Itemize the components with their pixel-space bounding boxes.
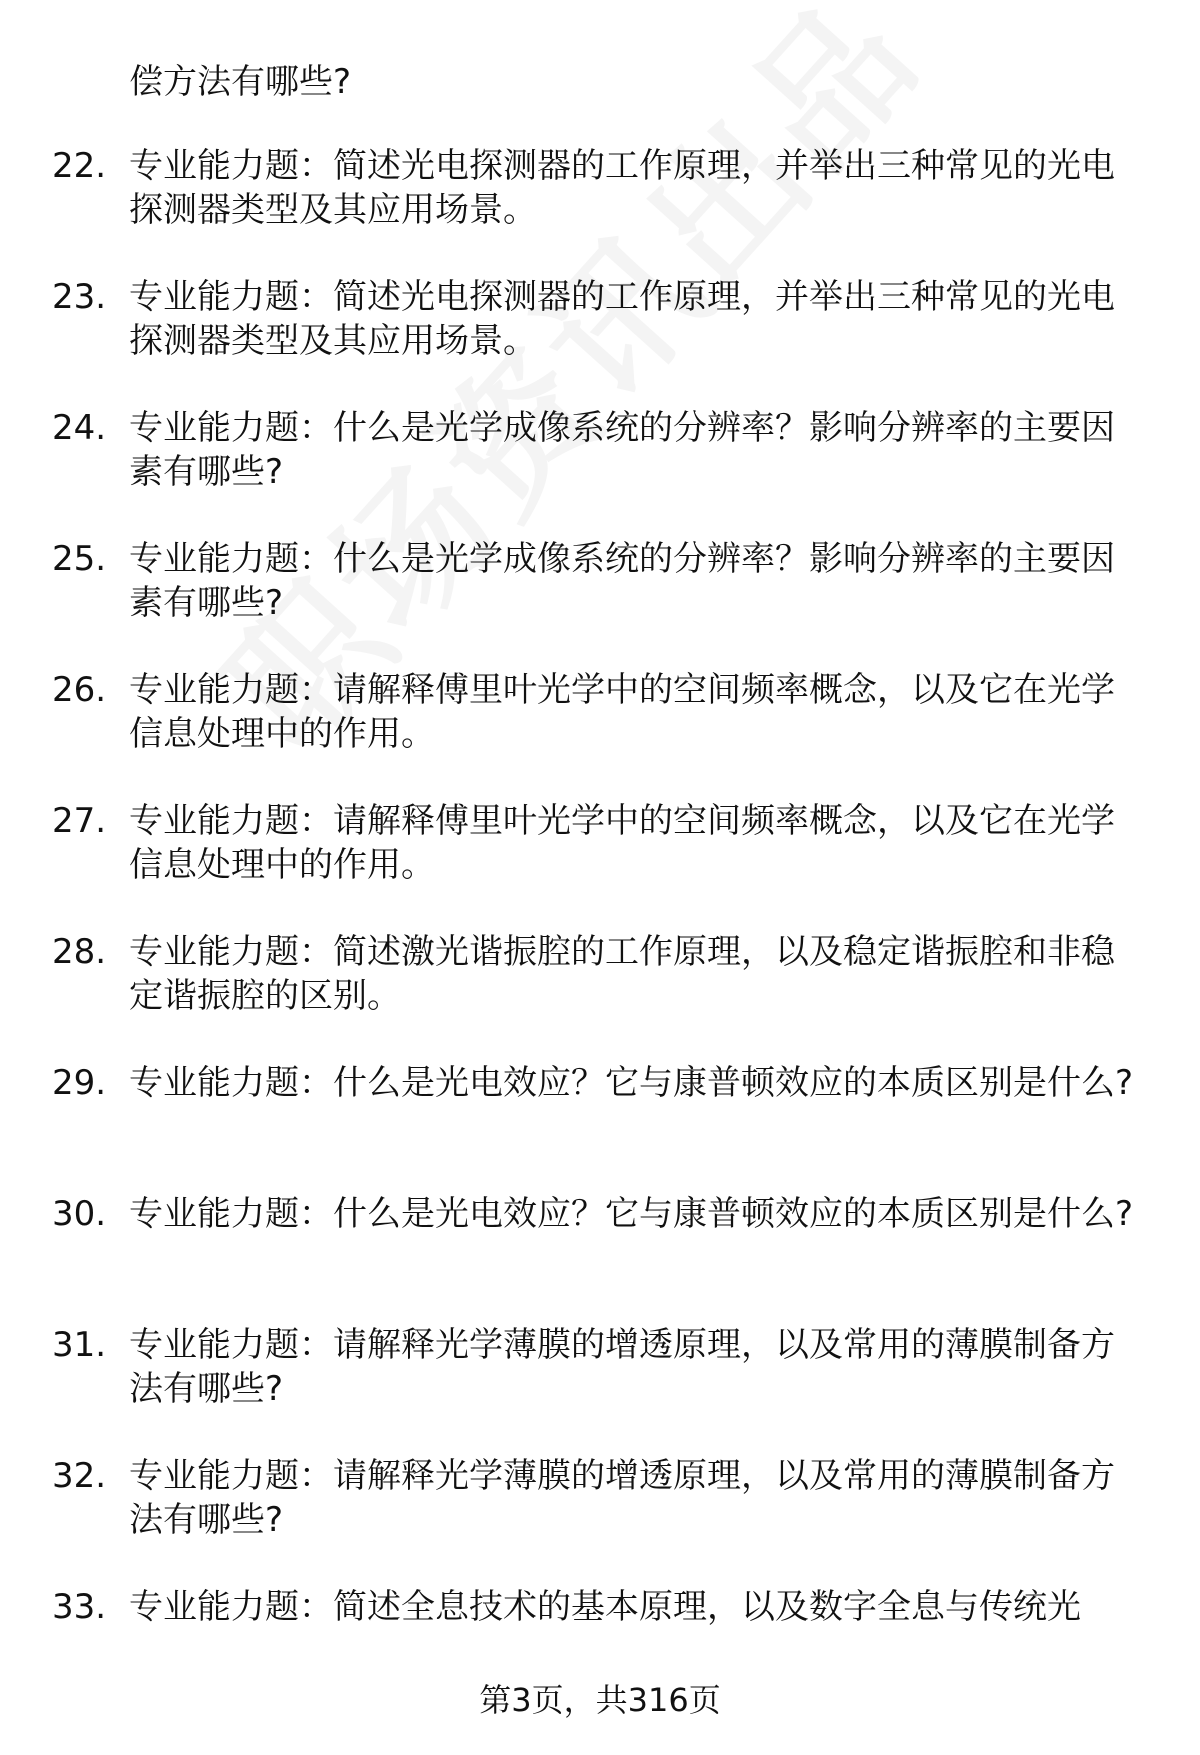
question-number: 22. [52, 146, 107, 186]
question-number: 32. [52, 1456, 107, 1496]
list-item [0, 537, 1200, 668]
question-text: 专业能力题：请解释光学薄膜的增透原理，以及常用的薄膜制备方法有哪些? [129, 1325, 1115, 1409]
question-text: 专业能力题：简述全息技术的基本原理，以及数字全息与传统光 [129, 1587, 1081, 1627]
question-text: 专业能力题：简述光电探测器的工作原理，并举出三种常见的光电探测器类型及其应用场景。 [129, 277, 1115, 361]
question-text: 专业能力题：简述激光谐振腔的工作原理，以及稳定谐振腔和非稳定谐振腔的区别。 [129, 932, 1115, 1016]
list-item [0, 1323, 1200, 1454]
list-item [0, 275, 1200, 406]
list-item [0, 668, 1200, 799]
question-text: 专业能力题：请解释光学薄膜的增透原理，以及常用的薄膜制备方法有哪些? [129, 1456, 1115, 1540]
question-number: 28. [52, 932, 107, 972]
question-text: 专业能力题：什么是光电效应？它与康普顿效应的本质区别是什么? [129, 1063, 1134, 1103]
question-text: 专业能力题：请解释傅里叶光学中的空间频率概念，以及它在光学信息处理中的作用。 [129, 670, 1115, 754]
question-list [0, 144, 1200, 1716]
question-number: 33. [52, 1587, 107, 1627]
question-number: 26. [52, 670, 107, 710]
question-text: 专业能力题：什么是光电效应？它与康普顿效应的本质区别是什么? [129, 1194, 1134, 1234]
list-item [0, 406, 1200, 537]
page-footer: 第3页，共316页 [479, 1681, 721, 1719]
list-item [0, 799, 1200, 930]
list-item [0, 930, 1200, 1061]
question-number: 25. [52, 539, 107, 579]
question-number: 24. [52, 408, 107, 448]
question-number: 31. [52, 1325, 107, 1365]
list-item [0, 1061, 1200, 1192]
question-text: 专业能力题：什么是光学成像系统的分辨率？影响分辨率的主要因素有哪些? [129, 539, 1115, 623]
question-text: 专业能力题：请解释傅里叶光学中的空间频率概念，以及它在光学信息处理中的作用。 [129, 801, 1115, 885]
list-item [0, 144, 1200, 275]
question-number: 30. [52, 1194, 107, 1234]
continuation-text: 偿方法有哪些? [129, 62, 352, 102]
list-item [0, 1454, 1200, 1585]
question-number: 27. [52, 801, 107, 841]
question-text: 专业能力题：什么是光学成像系统的分辨率？影响分辨率的主要因素有哪些? [129, 408, 1115, 492]
question-number: 23. [52, 277, 107, 317]
list-item [0, 1192, 1200, 1323]
question-number: 29. [52, 1063, 107, 1103]
question-text: 专业能力题：简述光电探测器的工作原理，并举出三种常见的光电探测器类型及其应用场景。 [129, 146, 1115, 230]
